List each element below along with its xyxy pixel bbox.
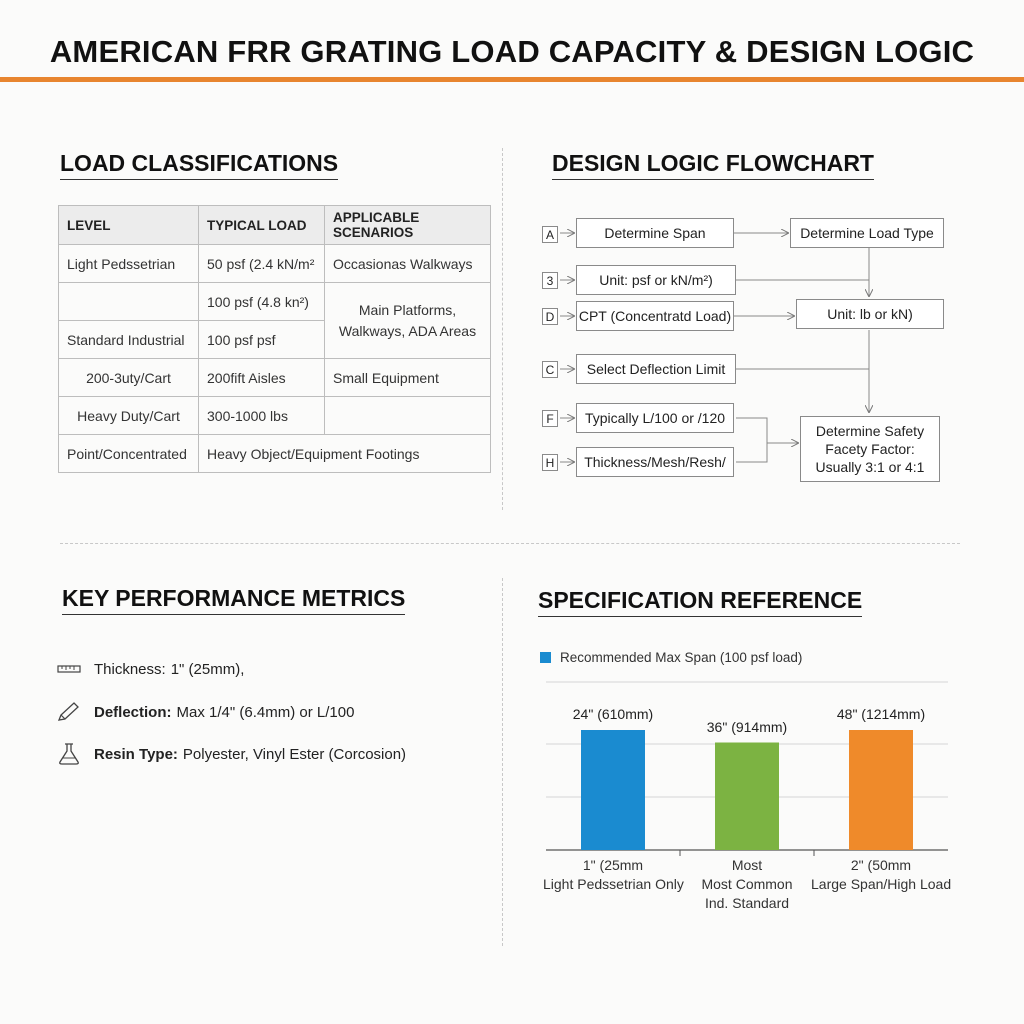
table-cell: 50 psf (2.4 kN/m² [199, 245, 325, 283]
metric-value: Max 1/4" (6.4mm) or L/100 [176, 703, 355, 721]
table-cell: Heavy Object/Equipment Footings [199, 435, 491, 473]
table-cell: Light Pedssetrian [59, 245, 199, 283]
flow-label-f: F [542, 410, 558, 427]
table-cell: Occasionas Walkways [325, 245, 491, 283]
metrics-heading: KEY PERFORMANCE METRICS [62, 585, 405, 615]
tick-label-line: 2" (50mm [850, 857, 912, 873]
legend-label: Recommended Max Span (100 psf load) [560, 650, 803, 665]
table-cell: 200-3uty/Cart [59, 359, 199, 397]
flow-box-concentrated-load: CPT (Concentratd Load) [576, 301, 734, 331]
flow-box-thickness-mesh: Thickness/Mesh/Resh/ [576, 447, 734, 477]
tick-label [811, 856, 951, 894]
flow-box-load-type: Determine Load Type [790, 218, 944, 248]
table-cell: 100 psf (4.8 kn²) [199, 283, 325, 321]
tick-label [543, 856, 683, 894]
table-cell: Point/Concentrated [59, 435, 199, 473]
tick-label-line: Light Pedssetrian Only [543, 876, 684, 892]
metric-label: Deflection: [94, 703, 172, 721]
tick-label [677, 856, 817, 913]
metric-value: Polyester, Vinyl Ester (Corcosion) [182, 745, 407, 763]
load-classifications-heading: LOAD CLASSIFICATIONS [60, 150, 338, 180]
table-cell: Standard Industrial [59, 321, 199, 359]
tick-label-line: Most Common [701, 876, 793, 892]
table-cell: 300-1000 lbs [199, 397, 325, 435]
flow-box-unit-psf: Unit: psf or kN/m²) [576, 265, 736, 295]
tick-label-line: Large Span/High Load [811, 876, 952, 892]
page-title: AMERICAN FRR GRATING LOAD CAPACITY & DESIGN LOGIC [49, 34, 975, 69]
spec-heading: SPECIFICATION REFERENCE [538, 587, 862, 617]
table-cell: Heavy Duty/Cart [59, 397, 199, 435]
table-cell: 100 psf psf [199, 321, 325, 359]
flow-box-typical-deflection: Typically L/100 or /120 [576, 403, 734, 433]
bar [715, 743, 779, 851]
tick-label-line: Ind. Standard [704, 895, 790, 911]
table-cell: Main Platforms, Walkways, ADA Areas [325, 283, 491, 359]
column-header: TYPICAL LOAD [199, 206, 325, 245]
flow-box-determine-span: Determine Span [576, 218, 734, 248]
data-label: 36" (914mm) [706, 718, 788, 735]
flow-box-safety-factor: Determine Safety Facety Factor: Usually 3:1 or 4:1 [800, 416, 940, 482]
flow-box-deflection-limit: Select Deflection Limit [576, 354, 736, 384]
flow-box-unit-lb: Unit: lb or kN) [796, 299, 944, 329]
flow-label-c: C [542, 361, 558, 378]
flow-label-3: 3 [542, 272, 558, 289]
metric-label: Thickness: [94, 660, 166, 678]
data-label: 48" (1214mm) [836, 706, 926, 722]
column-header: LEVEL [59, 206, 199, 245]
bar [849, 730, 913, 850]
table-cell: Small Equipment [325, 359, 491, 397]
tick-label-line: 1" (25mm [582, 857, 644, 873]
column-header: APPLICABLE SCENARIOS [325, 206, 491, 245]
data-label: 24" (610mm) [572, 706, 654, 722]
flow-label-h: H [542, 454, 558, 471]
flow-label-d: D [542, 308, 558, 325]
metric-label: Resin Type: [94, 745, 178, 763]
tick-label-line: Most [731, 857, 763, 873]
bar [581, 730, 645, 850]
table-cell: 200fift Aisles [199, 359, 325, 397]
metric-value: 1" (25mm), [170, 660, 245, 678]
flow-label-a: A [542, 226, 558, 243]
flowchart-heading: DESIGN LOGIC FLOWCHART [552, 150, 874, 180]
